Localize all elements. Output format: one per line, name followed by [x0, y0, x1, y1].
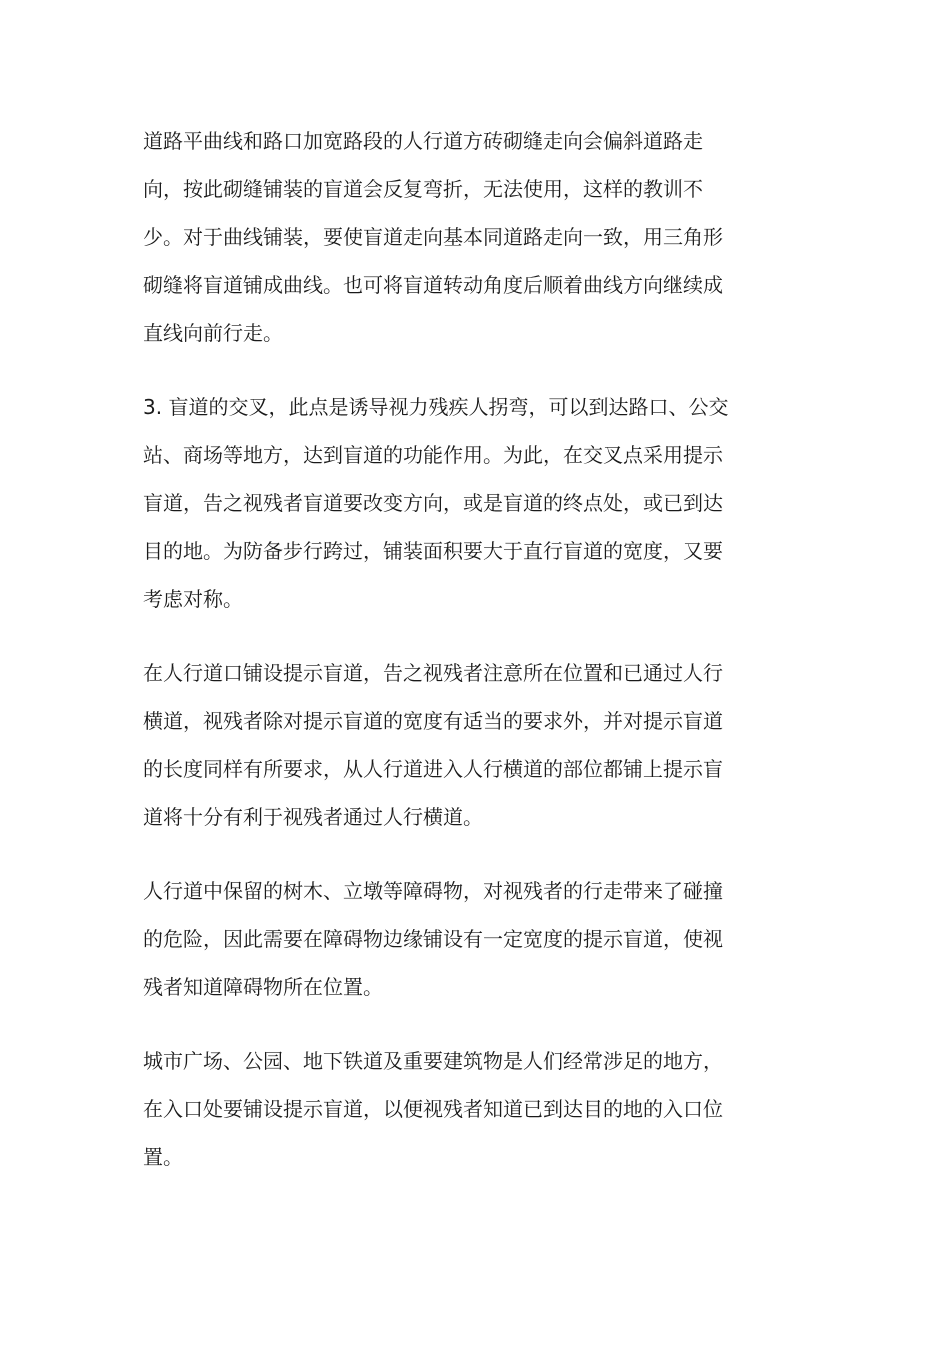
paragraph-intersection [143, 383, 753, 623]
text-line: 横道，视残者除对提示盲道的宽度有适当的要求外，并对提示盲道 [143, 709, 723, 733]
text-line: 向，按此砌缝铺装的盲道会反复弯折，无法使用，这样的教训不 [143, 177, 703, 201]
text-line: 置。 [143, 1145, 183, 1169]
document-body [143, 117, 753, 1181]
text-line: 站、商场等地方，达到盲道的功能作用。为此，在交叉点采用提示 [143, 443, 723, 467]
text-line: 3. 盲道的交叉，此点是诱导视力残疾人拐弯，可以到达路口、公交 [143, 395, 729, 419]
text-line: 目的地。为防备步行跨过，铺装面积要大于直行盲道的宽度，又要 [143, 539, 723, 563]
text-line: 盲道，告之视残者盲道要改变方向，或是盲道的终点处，或已到达 [143, 491, 723, 515]
text-line: 砌缝将盲道铺成曲线。也可将盲道转动角度后顺着曲线方向继续成 [143, 273, 723, 297]
text-line: 的长度同样有所要求，从人行道进入人行横道的部位都铺上提示盲 [143, 757, 723, 781]
text-line: 在入口处要铺设提示盲道，以便视残者知道已到达目的地的入口位 [143, 1097, 723, 1121]
text-line: 在人行道口铺设提示盲道，告之视残者注意所在位置和已通过人行 [143, 661, 723, 685]
paragraph-curve-paving [143, 117, 753, 357]
text-line: 的危险，因此需要在障碍物边缘铺设有一定宽度的提示盲道，使视 [143, 927, 723, 951]
paragraph-crosswalk [143, 649, 753, 841]
text-line: 道将十分有利于视残者通过人行横道。 [143, 805, 483, 829]
text-line: 城市广场、公园、地下铁道及重要建筑物是人们经常涉足的地方， [143, 1049, 723, 1073]
text-line: 人行道中保留的树木、立墩等障碍物，对视残者的行走带来了碰撞 [143, 879, 723, 903]
paragraph-entrances [143, 1037, 753, 1181]
text-line: 直线向前行走。 [143, 321, 283, 345]
text-line: 考虑对称。 [143, 587, 243, 611]
text-line: 道路平曲线和路口加宽路段的人行道方砖砌缝走向会偏斜道路走 [143, 129, 703, 153]
text-line: 残者知道障碍物所在位置。 [143, 975, 383, 999]
paragraph-obstacles [143, 867, 753, 1011]
text-line: 少。对于曲线铺装，要使盲道走向基本同道路走向一致，用三角形 [143, 225, 723, 249]
